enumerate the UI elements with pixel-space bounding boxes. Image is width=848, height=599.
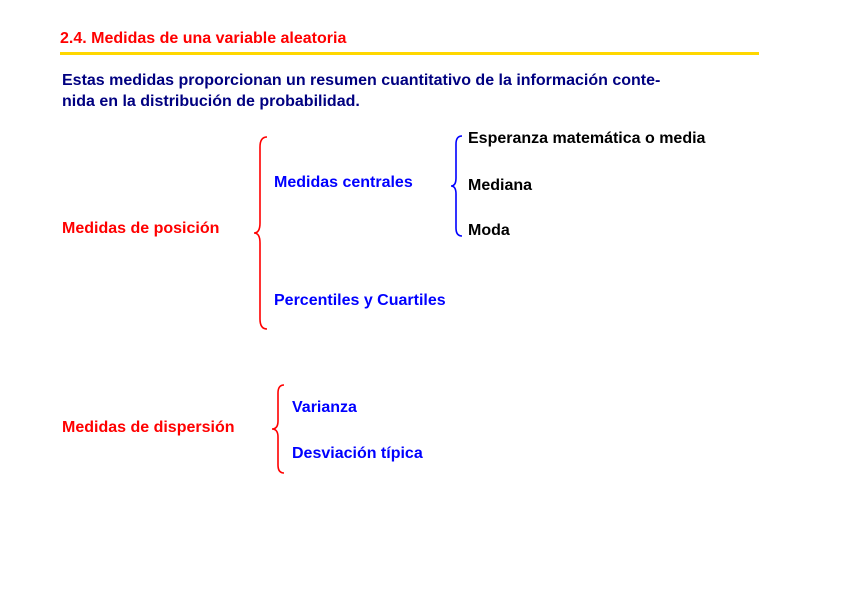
section-title: 2.4. Medidas de una variable aleatoria [60, 30, 347, 47]
centrales-brace [450, 134, 466, 240]
intro-paragraph [62, 70, 792, 112]
percentiles-cuartiles-label: Percentiles y Cuartiles [274, 292, 446, 309]
dispersion-brace [270, 383, 288, 477]
central-item-esperanza: Esperanza matemática o media [468, 130, 706, 147]
central-item-mediana: Mediana [468, 177, 533, 194]
posicion-brace [252, 135, 272, 331]
dispersion-item-varianza: Varianza [292, 399, 357, 416]
medidas-centrales-label: Medidas centrales [274, 174, 413, 191]
title-underline [60, 52, 759, 55]
medidas-posicion-label: Medidas de posición [62, 220, 220, 237]
intro-line-2: nida en la distribución de probabilidad. [62, 93, 360, 110]
intro-line-1: Estas medidas proporcionan un resumen cuantitativo de la información conte- [62, 72, 661, 89]
medidas-dispersion-label: Medidas de dispersión [62, 419, 235, 436]
dispersion-item-desviacion: Desviación típica [292, 445, 423, 462]
central-item-moda: Moda [468, 222, 510, 239]
